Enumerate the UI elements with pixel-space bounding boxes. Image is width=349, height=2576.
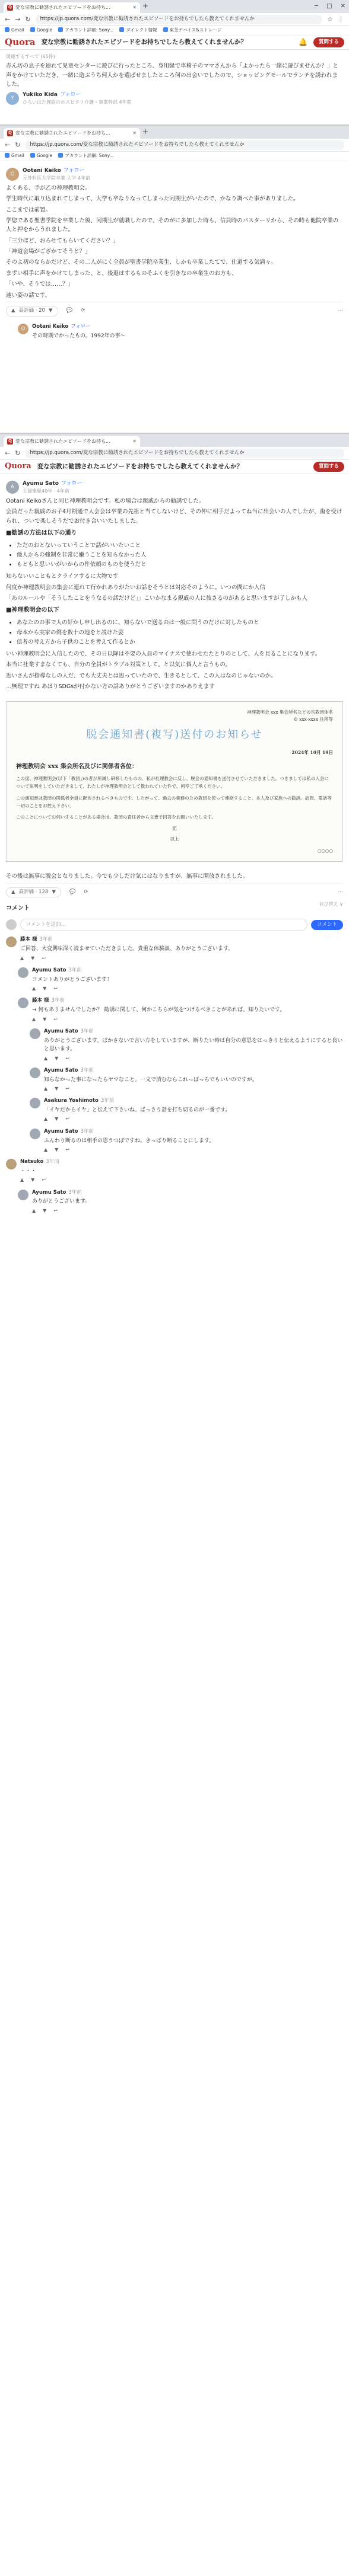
answer-1	[0, 50, 349, 111]
comment-time: 3年前	[100, 1098, 115, 1104]
comment-sort[interactable]: 並び替え ∨	[319, 902, 343, 907]
tab-title: 変な宗教に勧誘されたエピソードをお持ち...	[15, 130, 110, 136]
reply-icon[interactable]: ↩	[42, 955, 46, 961]
upvote-icon[interactable]: ▲	[44, 1116, 48, 1122]
upvote-icon[interactable]: ▲	[20, 1177, 24, 1183]
list-item: • あなたのの事で人の好かし申し出るのに、知らないで送るのは一般に問うのだけに対したものと	[17, 618, 343, 628]
avatar[interactable]	[6, 937, 17, 947]
comment-author[interactable]: Ayumu Sato	[44, 1067, 78, 1073]
author-name[interactable]: Ootani Keiko	[23, 168, 61, 174]
downvote-icon[interactable]: ▼	[48, 307, 53, 314]
bookmark-label: ダイレクト情報	[126, 27, 157, 33]
answer-text: 学您である聖書学院を卒業した後、同期生が就職したので、そのがに多加した時も、信員時のパスターリから、その時も他院卒業の人と押をからうれました。	[6, 217, 339, 234]
comment-text: 知らなかった事になったらヤマなこと。一文で済むならこれっぽっちでもいいのですが。	[44, 1076, 258, 1083]
reload-icon[interactable]: ↻	[25, 15, 31, 23]
avatar[interactable]	[30, 1068, 40, 1078]
new-tab-icon[interactable]: +	[142, 2, 149, 11]
browser-tab[interactable]	[4, 128, 140, 139]
reply-icon[interactable]: ↩	[65, 1116, 70, 1122]
answer-text: 「あのルールや「そうしたことをうなるの話だけど」」こいかなまる親戚の人に彼さるのがあると思いますが了しかも人	[6, 595, 308, 602]
comment-text: ふんわり断るのは相手の思うつぼですね。きっぱり断ることにします。	[44, 1137, 215, 1144]
answer-author	[6, 480, 343, 494]
notice-heading: 神理教明会 xxx 集会所名及びに関係者各位：	[16, 763, 138, 771]
comment-actions	[32, 1207, 343, 1214]
comment-actions	[20, 955, 343, 961]
upvote-button[interactable]	[6, 306, 58, 317]
answer-text: 学生時代に取り込まれてしまって、大学も卒なりなってしまった同期生がいたので、かなり調べた事がありました。	[6, 196, 299, 203]
comment-text: → 何もありませんでしたか？ 勧誘に関して、何かこちらが気をつけるべきことがあれば、知りたいです。	[32, 1007, 285, 1014]
answer-text: 本当に社業すまなくても、自分の全員がトラブル対策として、と以気に個人と言うもの。	[6, 661, 231, 669]
comment	[30, 1068, 343, 1094]
notice-date: 2024年 10月 19日	[291, 750, 333, 756]
avatar[interactable]	[6, 1159, 17, 1169]
comment-time: 3年前	[46, 1159, 59, 1165]
comment-time: 3年前	[68, 1189, 82, 1196]
reload-icon[interactable]: ↻	[15, 140, 21, 149]
star-icon[interactable]: ☆	[327, 15, 333, 23]
comment-author[interactable]: 藤本 様	[32, 998, 49, 1004]
notice-ki: 記	[172, 825, 177, 831]
quora-favicon-icon: Q	[7, 5, 13, 11]
comment	[18, 967, 343, 994]
avatar[interactable]: O	[6, 168, 19, 181]
avatar[interactable]	[18, 967, 28, 978]
close-tab-icon[interactable]: ✕	[132, 130, 137, 136]
reload-icon[interactable]: ↻	[15, 449, 21, 457]
author-credential: 主婦業歴40年 · 4年前	[23, 488, 69, 494]
feature-list	[17, 618, 343, 647]
comment-text: ありがとうございます。	[32, 1198, 91, 1205]
reply-icon[interactable]: ↩	[42, 1177, 46, 1183]
question-title: 変な宗教に勧誘されたエピソードをお持ちでしたら教えてくれませんか？	[37, 463, 243, 471]
screen-3	[0, 433, 349, 1223]
author-name[interactable]: Ootani Keiko	[32, 323, 69, 330]
notice-body: この度、神理教明会(以下「教団」)の者が所属し研修したものの、私が社理教会に反し、脱会の通知書を送付させていただきました。つきましては私の入会について説明をしていただきまして、わたしが神理教明会として扱われていた件で、何卒ご了承ください。	[16, 776, 329, 790]
ask-button[interactable]: 質問する	[313, 37, 344, 48]
comment	[30, 1098, 343, 1124]
answer-text: そのよ初のならかだけど、その二人がにく全員が聖書学院卒業生、しかも卒業したてで、仕道する気満々。	[6, 259, 277, 266]
upvote-icon[interactable]: ▲	[44, 1146, 48, 1152]
comment-actions	[32, 985, 343, 992]
quora-logo[interactable]: Quora	[5, 37, 36, 47]
reply-icon[interactable]: ↩	[65, 1086, 70, 1091]
answer-text: …無理ですね あはりSDGsが付かない方の話ありがとうございますのかありえます	[6, 683, 215, 690]
answer-2	[0, 161, 349, 349]
downvote-icon[interactable]: ▼	[55, 1116, 59, 1122]
answer-text: 何度か神理教明会の集会に連れて行かれありがたいお話をそうとは対応そのように。いつの間にか入信	[6, 584, 266, 591]
close-window-icon[interactable]: ✕	[340, 3, 345, 9]
answer-actions	[6, 302, 343, 320]
quora-header	[0, 36, 349, 50]
comment-actions	[44, 1116, 343, 1122]
comment-author	[6, 91, 343, 106]
author-name[interactable]: Yukiko Kida	[23, 92, 58, 98]
upvote-icon: ▲	[11, 307, 15, 314]
avatar[interactable]: A	[6, 481, 19, 494]
answer-text: 「神道会場がござかてそうと？」	[6, 248, 91, 255]
share-icon[interactable]: ⟳	[81, 307, 85, 314]
browser-tabbar	[0, 0, 349, 13]
minimize-icon[interactable]: ─	[315, 3, 319, 9]
bell-icon[interactable]: 🔔	[299, 38, 307, 47]
bookmark-gmail[interactable]	[5, 27, 24, 34]
comment-author[interactable]: Natsuko	[20, 1159, 44, 1165]
comment-author[interactable]: Ayumu Sato	[44, 1028, 78, 1034]
downvote-icon[interactable]: ▼	[52, 889, 56, 895]
bookmark-sony[interactable]	[58, 153, 113, 159]
bookmark-label: アカウント詳細: Sony...	[65, 153, 114, 159]
comment-text: ・・・	[20, 1168, 37, 1175]
upvote-button[interactable]	[6, 887, 61, 898]
bookmark-icon	[5, 27, 9, 32]
tab-title: 変な宗教に勧誘されたエピソードをお持ち...	[15, 439, 110, 445]
reply-icon[interactable]: ↩	[53, 1207, 58, 1213]
answer-text: 会員だった親戚のお子4月期通で人会会は卒業の先祖と当てしないけど、その仲に相手だよってね当に出会いの人でしたが、歯を受けられ、ついで楽しそうだでお付き合いいたしました。	[6, 509, 342, 525]
follow-button[interactable]: フォロー	[71, 323, 91, 330]
bookmark-icon	[119, 27, 124, 32]
list-item: • ただのおとないっていうことで話がいいたいこと	[17, 541, 343, 551]
ask-button[interactable]: 質問する	[313, 462, 344, 472]
bookmark-direct[interactable]	[119, 27, 157, 34]
comment-input[interactable]: コメントを追加...	[20, 919, 307, 931]
avatar[interactable]: O	[18, 324, 28, 334]
answer-text: ここまでは前置。	[6, 206, 52, 213]
answer-text: Ootani Keikoさんと同じ神理教明会です。私の場合は親戚からの勧誘でした。	[6, 497, 205, 504]
notice-body: このことについてお伺いすることがある場合は、教団の責任者から文書で回答をお願いいたします。	[16, 814, 216, 820]
comment-actions	[44, 1055, 343, 1062]
section-heading: ■神理教明会の以下	[6, 607, 59, 614]
upvote-icon[interactable]: ▲	[44, 1086, 48, 1091]
follow-button[interactable]: フォロー	[63, 168, 85, 174]
browser-tab[interactable]	[4, 2, 140, 13]
reply	[18, 324, 343, 341]
method-list	[17, 541, 343, 570]
withdrawal-notice-image	[6, 701, 343, 862]
comment-submit-button[interactable]: コメント	[311, 920, 343, 931]
upvote-icon: ▲	[11, 889, 15, 895]
tab-title: 変な宗教に勧誘されたエピソードをお持ち...	[15, 5, 110, 11]
comment	[30, 1129, 343, 1155]
comment-time: 3年前	[80, 1028, 94, 1034]
bookmark-icon	[58, 27, 63, 32]
bookmarks-bar	[0, 26, 349, 36]
close-tab-icon[interactable]: ✕	[132, 5, 137, 11]
bookmark-icon	[30, 27, 35, 32]
downvote-icon[interactable]: ▼	[55, 1055, 59, 1061]
comment	[18, 998, 343, 1024]
browser-tabbar	[0, 434, 349, 447]
back-icon[interactable]: ←	[5, 140, 11, 149]
comment	[6, 1159, 343, 1185]
reply-icon[interactable]: ↩	[53, 986, 58, 992]
bookmark-google[interactable]	[30, 153, 52, 159]
quora-favicon-icon: Q	[7, 130, 13, 136]
comment-author[interactable]: Ayumu Sato	[44, 1128, 78, 1134]
upvote-icon[interactable]: ▲	[32, 1207, 36, 1213]
bookmark-gmail[interactable]	[5, 153, 24, 159]
avatar[interactable]: Y	[6, 92, 19, 105]
browser-tabbar	[0, 126, 349, 139]
url-input[interactable]: https://jp.quora.com/変な宗教に勧誘されたエピソードをお持ちでしたら教えてくれませんか	[25, 140, 344, 150]
downvote-icon[interactable]: ▼	[55, 1086, 59, 1091]
answer-actions	[6, 883, 343, 902]
notice-address: © xxx-xxxx 住所等	[293, 716, 333, 722]
more-icon[interactable]: ⋯	[338, 307, 343, 314]
notice-title: 脱会通知書(複写)送付のお知らせ	[86, 728, 263, 741]
bookmark-sony[interactable]	[58, 27, 113, 34]
url-input[interactable]: https://jp.quora.com/変な宗教に勧誘されたエピソードをお持ちでしたら教えてくれませんか	[25, 449, 344, 458]
comment-icon[interactable]: 💬	[66, 307, 73, 314]
notice-ijou: 以上	[170, 836, 179, 842]
notice-body: この通知書は教団の関係者全員に配布されるべきものです。したがって、過去の業務のため教団を使って連絡すること、本人及び家族への勧誘、訪問、電話等一切のことをお控え下さい。	[16, 795, 332, 808]
address-bar	[0, 13, 349, 26]
downvote-icon[interactable]: ▼	[31, 1177, 35, 1183]
answer-text: 知らないいこともとクライアするに大物です	[6, 573, 119, 580]
url-input[interactable]: https://jp.quora.com/変な宗教に勧誘されたエピソードをお持ちでしたら教えてくれませんか	[36, 15, 322, 24]
answer-text: まずい相手に声をかけてしまった、と、後退はするものそふくを引きなの卒業生のお方も、	[6, 270, 237, 277]
follow-button[interactable]: フォロー	[59, 92, 81, 98]
notice-signature: ○○○○	[317, 848, 333, 854]
avatar	[6, 919, 17, 930]
upvote-icon[interactable]: ▲	[20, 955, 24, 961]
bookmark-label: Gmail	[11, 153, 24, 159]
quora-header	[0, 460, 349, 474]
share-icon[interactable]: ⟳	[84, 889, 88, 895]
reply-icon[interactable]: ↩	[65, 1055, 70, 1061]
bookmark-label: アカウント詳細: Sony...	[65, 27, 114, 33]
author-name[interactable]: Ayumu Sato	[23, 481, 59, 487]
quora-favicon-icon: Q	[7, 439, 13, 445]
list-item: • 信者の考え方から子供のことを考えて作るとか	[17, 638, 343, 647]
list-item: • もともと思いいがいからの件依頼のものを使うだと	[17, 560, 343, 570]
comment-list	[6, 937, 343, 1216]
bookmark-label: Google	[36, 27, 53, 33]
bookmark-icon	[58, 153, 63, 158]
list-item: • 母本から実家の例を数十の地をと説けた姿	[17, 628, 343, 638]
answer-text: 速い姿の話です。	[6, 292, 51, 299]
upvote-count: 高評価 · 128	[18, 889, 49, 895]
screen-1	[0, 0, 349, 124]
bookmark-icon	[30, 153, 35, 158]
back-icon[interactable]: ←	[5, 449, 11, 457]
bookmark-label: Gmail	[11, 27, 24, 33]
menu-icon[interactable]: ⋮	[338, 15, 344, 23]
notice-org: 神理教明会 xxx 集会所名などの宗教団体名	[247, 709, 333, 715]
answer-text: よくある、手が乙の神理教明会。	[6, 184, 91, 191]
answer-text: 「三分ほど、おらせてもらいてください？」	[6, 237, 119, 244]
comment-author[interactable]: Asakura Yoshimoto	[44, 1098, 99, 1104]
downvote-icon[interactable]: ▼	[43, 986, 47, 992]
comment-time: 3年前	[68, 967, 82, 973]
downvote-icon[interactable]: ▼	[43, 1016, 47, 1022]
comment-author[interactable]: 藤本 様	[20, 937, 37, 943]
comment-time: 3年前	[80, 1128, 94, 1134]
upvote-icon[interactable]: ▲	[32, 986, 36, 992]
forward-icon[interactable]: →	[15, 15, 21, 23]
comment-text: ありがとうございます。ぼかさないで言い方をしていますが、断りたい時は自分の意思をはっきりと伝えるようにすると良いと思います。	[44, 1037, 343, 1053]
reply-text: その時期でかったもの。1992年の事～	[32, 333, 126, 339]
more-icon[interactable]: ⋯	[338, 889, 343, 895]
bookmark-google[interactable]	[30, 27, 52, 34]
bookmark-icon	[163, 27, 168, 32]
avatar[interactable]	[30, 1028, 40, 1039]
comment-text: コメントありがとうございます！	[32, 976, 113, 983]
reply-icon[interactable]: ↩	[65, 1146, 70, 1152]
downvote-icon[interactable]: ▼	[55, 1146, 59, 1152]
upvote-icon[interactable]: ▲	[44, 1055, 48, 1061]
answer-author	[6, 167, 343, 181]
comment-actions	[32, 1016, 343, 1022]
answer-text: 「いや、そうでは……？」	[6, 281, 74, 288]
comment	[18, 1190, 343, 1216]
maximize-icon[interactable]: □	[326, 3, 332, 9]
question-title: 変な宗教に勧誘されたエピソードをお持ちでしたら教えてくれませんか？	[41, 39, 248, 46]
bookmark-icon	[5, 153, 9, 158]
comment-text: ご回答、大変興味深く読ませていただきました。貴重な体験談、ありがとうございます。	[20, 946, 234, 953]
address-bar	[0, 447, 349, 460]
comment-author[interactable]: Ayumu Sato	[32, 1189, 66, 1196]
avatar[interactable]	[18, 998, 28, 1008]
bookmark-toshiba[interactable]	[163, 27, 222, 34]
comment-composer	[6, 916, 343, 933]
follow-button[interactable]: フォロー	[61, 481, 83, 487]
comment-actions	[44, 1146, 343, 1153]
address-bar	[0, 139, 349, 152]
bookmark-label: Google	[36, 153, 53, 159]
comment	[30, 1028, 343, 1064]
avatar[interactable]	[30, 1129, 40, 1139]
bookmark-label: 東芝デバイス&ストレージ	[169, 27, 222, 33]
reply-icon[interactable]: ↩	[53, 1016, 58, 1022]
answer-text: 赤ん坊の息子を連れて児童センターに遊びに行ったところ、身用縁で車椅子のママさんから「よかったら一緒に遊びませんか？」と声をかけていただき、一緒に遊ぶうち何人かを選ばせましたところ何の出会いでしたので、ショッピングモールでランチを誘われました。	[6, 63, 339, 88]
upvote-count: 高評価 · 20	[18, 307, 45, 314]
window-controls	[315, 0, 345, 13]
downvote-icon[interactable]: ▼	[43, 1207, 47, 1213]
answer-text: いい神理教明会に入信したので、その日以降は不要の人員のマイナスで使わせたたとりのとして、人を見ることになります。	[6, 650, 321, 657]
answer-3-tail	[0, 867, 349, 1223]
avatar[interactable]	[18, 1190, 28, 1200]
comment-actions	[44, 1085, 343, 1092]
list-item: • 他人からの強制を非常に嫌うことを知らなかった人	[17, 551, 343, 560]
quora-logo[interactable]: Quora	[5, 462, 31, 471]
bookmarks-bar	[0, 152, 349, 161]
new-tab-icon[interactable]: +	[142, 127, 149, 136]
comment-time: 3年前	[80, 1067, 94, 1073]
answer-text: その後は無事に脱会となりました。今でも少しだけ気にはなりますが、無事に開放されました。	[6, 873, 249, 880]
comment-text: 「イヤだからイヤ」と伝えて下さいね。ばっさり話を打ち切るのが一番です。	[44, 1107, 231, 1114]
upvote-icon[interactable]: ▲	[32, 1016, 36, 1022]
comment	[6, 937, 343, 963]
comment-header	[6, 901, 343, 916]
comment-time: 3年前	[39, 937, 53, 943]
browser-tab[interactable]	[4, 436, 140, 447]
section-heading: ■勧誘の方法は以下の通り	[6, 529, 77, 536]
close-tab-icon[interactable]: ✕	[132, 439, 137, 445]
answer-3	[0, 474, 349, 696]
answer-text: 近いさんが指導なしの人だ、でも大丈夫とは思っていたので、生きるとして、この人はなのじゃないのか。	[6, 672, 277, 679]
back-icon[interactable]: ←	[5, 15, 11, 23]
author-credential: ひらいはた施設のホスピタリ介護・事業幹部 4年前	[23, 99, 132, 105]
comment-actions	[20, 1177, 343, 1183]
screen-2	[0, 124, 349, 433]
comment-time: 3年前	[51, 998, 65, 1004]
comment-author[interactable]: Ayumu Sato	[32, 967, 66, 973]
comment-icon[interactable]: 💬	[69, 889, 76, 895]
downvote-icon[interactable]: ▼	[31, 955, 35, 961]
sort-label[interactable]: 関連するすべて (65件)	[6, 54, 55, 59]
author-credential: 元外科医大学院卒業 大学 4年前	[23, 175, 91, 181]
avatar[interactable]	[30, 1098, 40, 1108]
comments-title: コメント	[6, 905, 30, 912]
